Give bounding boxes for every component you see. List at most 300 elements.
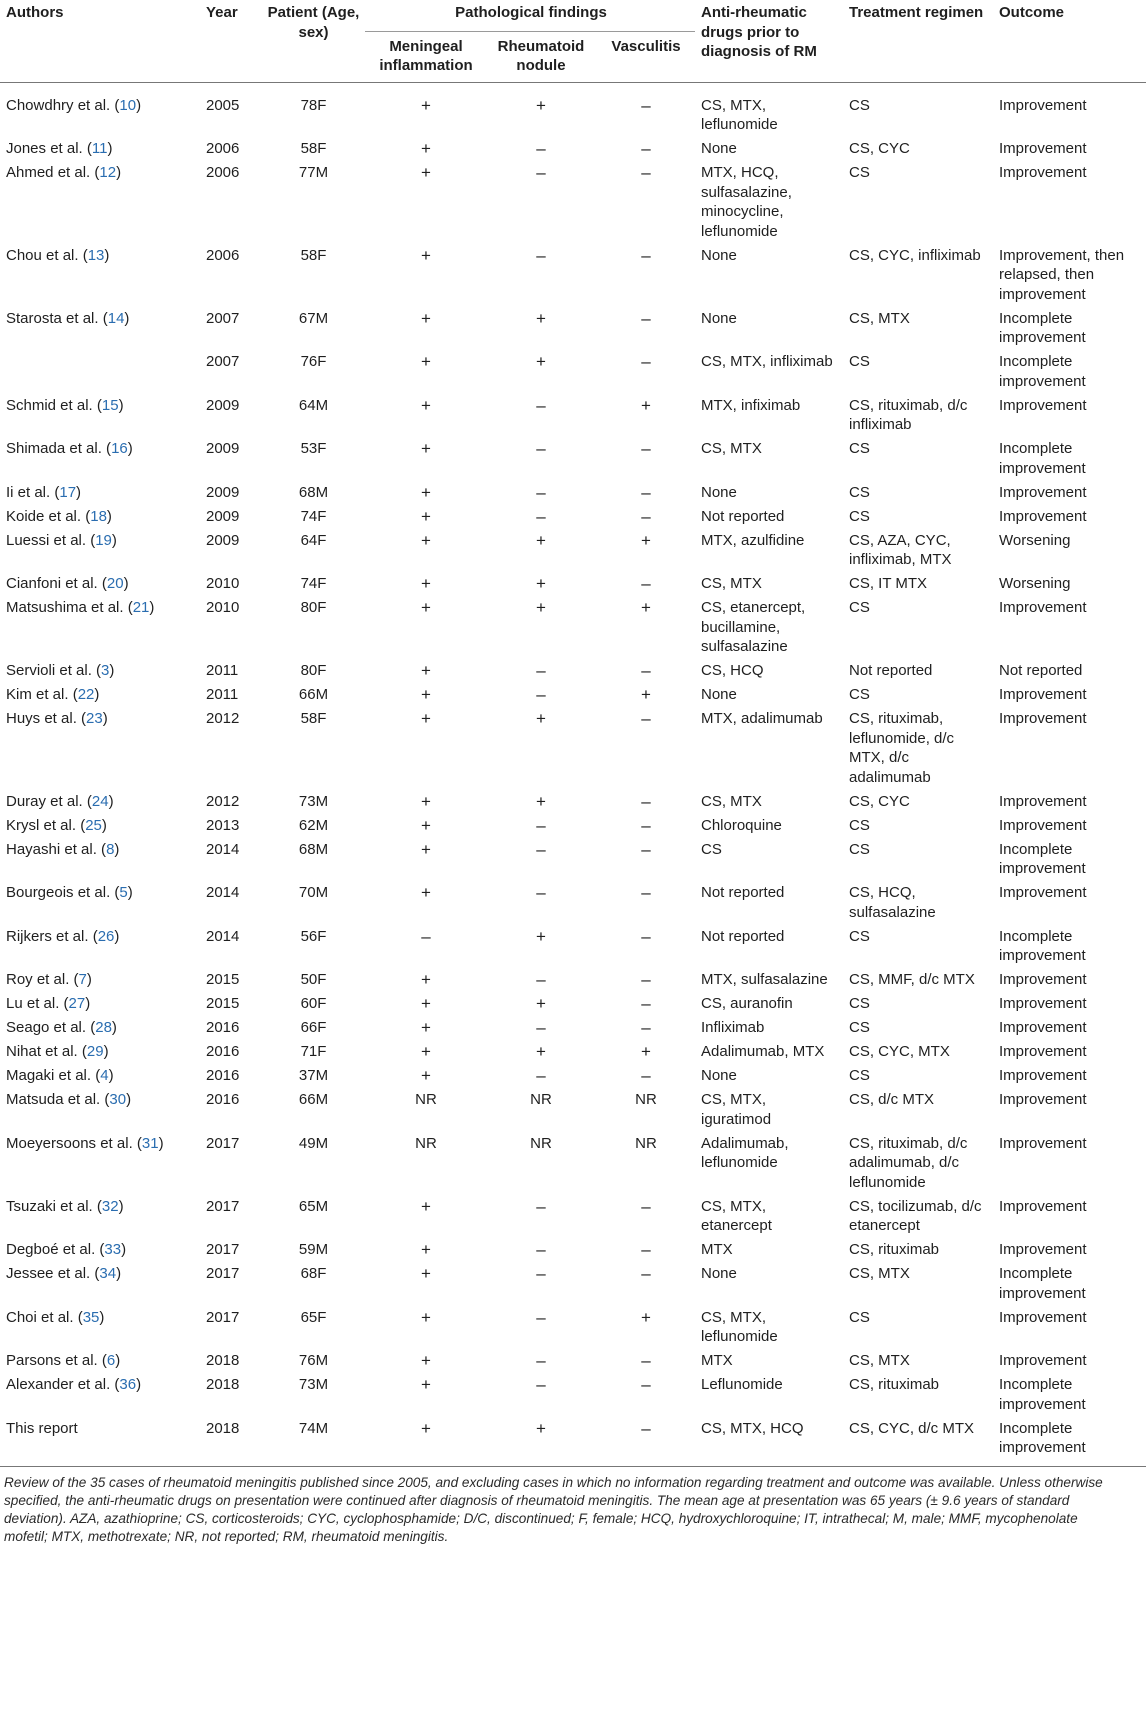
table-header bbox=[0, 0, 1146, 82]
reference-link[interactable]: 4 bbox=[100, 1067, 109, 1084]
cell-outcome: Improvement bbox=[999, 96, 1087, 114]
reference-link[interactable]: 26 bbox=[97, 927, 115, 945]
reference-link[interactable]: 10 bbox=[119, 96, 137, 114]
cell-patient: 74M bbox=[298, 1419, 329, 1437]
author-name: Rijkers et al. bbox=[6, 927, 89, 945]
cell-treatment-regimen: Not reported bbox=[849, 662, 933, 679]
cell-patient: 70M bbox=[298, 884, 329, 901]
reference-link[interactable]: 28 bbox=[95, 1019, 112, 1036]
cell-vasculitis: – bbox=[641, 970, 651, 989]
cell-patient: 73M bbox=[298, 792, 329, 810]
cell-rheumatoid-nodule: – bbox=[536, 1196, 546, 1216]
reference-link[interactable]: 18 bbox=[90, 507, 107, 525]
cell-year: 2009 bbox=[206, 483, 240, 501]
cell-meningeal-inflammation: + bbox=[421, 574, 431, 593]
cell-year: 2009 bbox=[206, 396, 240, 414]
cell-treatment-regimen: CS bbox=[849, 1067, 870, 1084]
reference-link[interactable]: 16 bbox=[111, 440, 128, 457]
cell-meningeal-inflammation: + bbox=[421, 352, 431, 371]
cell-treatment-regimen: CS, rituximab bbox=[849, 1241, 940, 1258]
cell-anti-rheumatic-drugs: CS, etanercept, bucillamine, sulfasalazine bbox=[701, 599, 806, 655]
cell-meningeal-inflammation: + bbox=[421, 1196, 431, 1216]
cell-outcome: Incomplete improvement bbox=[999, 353, 1086, 390]
cell-anti-rheumatic-drugs: None bbox=[701, 309, 737, 327]
cell-meningeal-inflammation: NR bbox=[415, 1091, 437, 1108]
cell-meningeal-inflammation: + bbox=[421, 1018, 431, 1037]
cell-vasculitis: – bbox=[641, 1375, 651, 1394]
cell-anti-rheumatic-drugs: Not reported bbox=[701, 884, 785, 901]
table-row bbox=[0, 788, 1146, 812]
cell-outcome: Improvement bbox=[999, 710, 1087, 727]
cell-year: 2017 bbox=[206, 1265, 240, 1282]
table-row bbox=[0, 923, 1146, 967]
cell-anti-rheumatic-drugs: CS, auranofin bbox=[701, 995, 793, 1012]
reference-link[interactable]: 36 bbox=[119, 1376, 137, 1393]
header-year: Year bbox=[206, 4, 238, 21]
reference-link[interactable]: 12 bbox=[99, 164, 117, 181]
cell-author: Lu et al. (27) bbox=[6, 995, 91, 1012]
header-rheumatoid-nodule: Rheumatoid nodule bbox=[485, 31, 595, 82]
table-row bbox=[0, 135, 1146, 159]
cell-meningeal-inflammation: + bbox=[421, 1066, 431, 1085]
cell-patient: 64M bbox=[298, 396, 329, 414]
reference-link[interactable]: 35 bbox=[82, 1308, 100, 1326]
cell-vasculitis: – bbox=[641, 163, 651, 182]
cell-treatment-regimen: CS, d/c MTX bbox=[849, 1091, 935, 1108]
cell-year: 2014 bbox=[206, 840, 240, 858]
cell-year: 2012 bbox=[206, 792, 240, 810]
cell-year: 2016 bbox=[206, 1067, 240, 1084]
cell-author: Moeyersoons et al. (31) bbox=[6, 1134, 164, 1152]
cell-year: 2016 bbox=[206, 1091, 240, 1108]
cell-outcome: Improvement, then relapsed, then improvement bbox=[999, 246, 1125, 303]
author-name: Moeyersoons et al. bbox=[6, 1134, 133, 1152]
cell-vasculitis: – bbox=[641, 709, 651, 728]
reference-link[interactable]: 30 bbox=[109, 1091, 127, 1108]
author-name: This report bbox=[6, 1419, 78, 1437]
cell-rheumatoid-nodule: + bbox=[536, 791, 546, 811]
cell-outcome: Improvement bbox=[999, 140, 1087, 157]
cell-treatment-regimen: CS bbox=[849, 164, 870, 181]
reference-link[interactable]: 5 bbox=[119, 884, 128, 901]
cell-anti-rheumatic-drugs: Infliximab bbox=[701, 1019, 765, 1036]
footnote-line: deviation). AZA, azathioprine; CS, corticosteroids; CYC, cyclophosphamide; D/C, discontinued; F, female; HCQ, hydroxychloroquine; IT, intrathecal; M, male; MMF, mycophenolate bbox=[4, 1511, 1078, 1527]
cell-meningeal-inflammation: + bbox=[421, 308, 431, 328]
cell-meningeal-inflammation: + bbox=[421, 139, 431, 158]
cell-outcome: Improvement bbox=[999, 1043, 1087, 1060]
table-row bbox=[0, 392, 1146, 436]
cell-rheumatoid-nodule: – bbox=[536, 1264, 546, 1283]
table-row bbox=[0, 1236, 1146, 1260]
reference-link[interactable]: 15 bbox=[101, 396, 119, 414]
cell-anti-rheumatic-drugs: MTX, azulfidine bbox=[701, 531, 805, 549]
cell-author: Cianfoni et al. (20) bbox=[6, 575, 129, 592]
cell-author bbox=[0, 348, 200, 392]
reference-link[interactable]: 19 bbox=[95, 531, 112, 549]
cell-year: 2006 bbox=[206, 246, 240, 264]
reference-link[interactable]: 27 bbox=[68, 995, 86, 1012]
cell-year: 2010 bbox=[206, 575, 240, 592]
cell-treatment-regimen: CS bbox=[849, 995, 870, 1012]
cell-patient: 66F bbox=[300, 1019, 327, 1036]
cell-year: 2015 bbox=[206, 995, 240, 1012]
cell-meningeal-inflammation: + bbox=[421, 709, 431, 728]
cell-treatment-regimen: CS bbox=[849, 353, 870, 370]
cell-year: 2016 bbox=[206, 1019, 240, 1036]
table-row bbox=[0, 836, 1146, 880]
cell-patient: 53F bbox=[300, 440, 327, 457]
cell-rheumatoid-nodule: + bbox=[536, 1418, 546, 1438]
cell-outcome: Improvement bbox=[999, 816, 1087, 834]
cell-meningeal-inflammation: + bbox=[421, 883, 431, 902]
cell-vasculitis: – bbox=[641, 926, 651, 946]
cell-outcome: Improvement bbox=[999, 1352, 1087, 1369]
reference-link[interactable]: 17 bbox=[59, 483, 77, 501]
cell-outcome: Improvement bbox=[999, 164, 1087, 181]
cell-meningeal-inflammation: – bbox=[421, 926, 431, 946]
reference-link[interactable]: 3 bbox=[101, 662, 110, 679]
cell-vasculitis: – bbox=[641, 574, 651, 593]
table-row bbox=[0, 1062, 1146, 1086]
cell-rheumatoid-nodule: – bbox=[536, 1307, 546, 1327]
cell-treatment-regimen: CS, CYC, MTX bbox=[849, 1043, 950, 1060]
cell-vasculitis: NR bbox=[635, 1091, 657, 1108]
cell-patient: 67M bbox=[298, 309, 329, 327]
cell-outcome: Improvement bbox=[999, 686, 1087, 703]
cell-author: Chou et al. (13) bbox=[6, 246, 110, 264]
cell-meningeal-inflammation: + bbox=[421, 994, 431, 1013]
cell-rheumatoid-nodule: – bbox=[536, 661, 546, 680]
table-row bbox=[0, 966, 1146, 990]
cell-meningeal-inflammation: + bbox=[421, 1375, 431, 1394]
cell-meningeal-inflammation: + bbox=[421, 661, 431, 680]
cell-year: 2006 bbox=[206, 140, 240, 157]
table-body bbox=[0, 82, 1146, 1466]
table-row bbox=[0, 990, 1146, 1014]
author-name: Bourgeois et al. bbox=[6, 884, 111, 901]
cell-author: Ii et al. (17) bbox=[6, 483, 82, 501]
cell-patient: 76M bbox=[298, 1352, 329, 1369]
cell-vasculitis: – bbox=[641, 352, 651, 371]
cell-patient: 65F bbox=[300, 1308, 327, 1326]
cell-patient: 56F bbox=[300, 927, 327, 945]
author-name: Seago et al. bbox=[6, 1019, 87, 1036]
cell-anti-rheumatic-drugs: Adalimumab, MTX bbox=[701, 1043, 825, 1060]
cell-rheumatoid-nodule: + bbox=[536, 352, 546, 371]
author-name: Magaki et al. bbox=[6, 1067, 92, 1084]
cell-treatment-regimen: CS, HCQ, sulfasalazine bbox=[849, 884, 936, 921]
cell-patient: 74F bbox=[300, 507, 327, 525]
cell-meningeal-inflammation: + bbox=[421, 1307, 431, 1327]
cell-anti-rheumatic-drugs: Not reported bbox=[701, 507, 785, 525]
table-row bbox=[0, 812, 1146, 836]
cell-treatment-regimen: CS, MMF, d/c MTX bbox=[849, 971, 975, 988]
cell-patient: 65M bbox=[298, 1197, 329, 1215]
cell-patient: 76F bbox=[300, 353, 327, 370]
cell-rheumatoid-nodule: – bbox=[536, 883, 546, 902]
header-pathological-findings: Pathological findings bbox=[455, 4, 607, 21]
cell-vasculitis: – bbox=[641, 308, 651, 328]
author-name: Duray et al. bbox=[6, 792, 83, 810]
cell-year: 2007 bbox=[206, 309, 240, 327]
cell-rheumatoid-nodule: + bbox=[536, 574, 546, 593]
author-name: Tsuzaki et al. bbox=[6, 1197, 93, 1215]
cell-rheumatoid-nodule: – bbox=[536, 839, 546, 859]
cell-rheumatoid-nodule: – bbox=[536, 1018, 546, 1037]
cell-vasculitis: – bbox=[641, 815, 651, 835]
cell-rheumatoid-nodule: – bbox=[536, 1066, 546, 1085]
table-row bbox=[0, 1038, 1146, 1062]
reference-link[interactable]: 31 bbox=[141, 1134, 159, 1152]
table-row bbox=[0, 1014, 1146, 1038]
cell-vasculitis: – bbox=[641, 883, 651, 902]
author-name: Luessi et al. bbox=[6, 531, 87, 549]
author-name: Jessee et al. bbox=[6, 1265, 91, 1282]
cell-year: 2013 bbox=[206, 816, 240, 834]
cell-vasculitis: – bbox=[641, 1418, 651, 1438]
cell-patient: 58F bbox=[300, 710, 327, 727]
cell-treatment-regimen: CS bbox=[849, 840, 870, 858]
cell-patient: 62M bbox=[298, 816, 329, 834]
cell-treatment-regimen: CS, IT MTX bbox=[849, 575, 928, 592]
cell-anti-rheumatic-drugs: None bbox=[701, 1265, 737, 1282]
cell-year: 2014 bbox=[206, 884, 240, 901]
cell-outcome: Improvement bbox=[999, 483, 1087, 501]
cell-vasculitis: – bbox=[641, 1066, 651, 1085]
cell-vasculitis: – bbox=[641, 1264, 651, 1283]
reference-link[interactable]: 33 bbox=[104, 1241, 122, 1258]
author-name: Parsons et al. bbox=[6, 1352, 98, 1369]
cell-year: 2017 bbox=[206, 1197, 240, 1215]
cell-rheumatoid-nodule: – bbox=[536, 245, 546, 265]
cell-patient: 58F bbox=[300, 246, 327, 264]
cell-vasculitis: + bbox=[641, 685, 651, 704]
cell-meningeal-inflammation: + bbox=[421, 530, 431, 550]
cell-meningeal-inflammation: + bbox=[421, 245, 431, 265]
cell-treatment-regimen: CS bbox=[849, 927, 870, 945]
cell-year: 2010 bbox=[206, 599, 240, 616]
cell-outcome: Improvement bbox=[999, 792, 1087, 810]
reference-link[interactable]: 24 bbox=[91, 792, 109, 810]
cell-outcome: Improvement bbox=[999, 971, 1087, 988]
reference-link[interactable]: 21 bbox=[132, 599, 150, 616]
reference-link[interactable]: 32 bbox=[101, 1197, 119, 1215]
reference-link[interactable]: 22 bbox=[77, 686, 95, 703]
cell-patient: 58F bbox=[300, 140, 327, 157]
cell-rheumatoid-nodule: + bbox=[536, 926, 546, 946]
cell-vasculitis: – bbox=[641, 839, 651, 859]
table-row bbox=[0, 1193, 1146, 1237]
author-name: Huys et al. bbox=[6, 710, 77, 727]
cell-treatment-regimen: CS, AZA, CYC, infliximab, MTX bbox=[849, 531, 952, 568]
author-name: Ii et al. bbox=[6, 483, 51, 501]
cell-year: 2018 bbox=[206, 1419, 240, 1437]
table-row bbox=[0, 159, 1146, 242]
reference-link[interactable]: 34 bbox=[99, 1265, 117, 1282]
cell-anti-rheumatic-drugs: CS, HCQ bbox=[701, 662, 764, 679]
cell-author: Starosta et al. (14) bbox=[6, 309, 130, 327]
cell-outcome: Not reported bbox=[999, 662, 1083, 679]
footnote-line: specified, the anti-rheumatic drugs on presentation were continued after diagnosis of rheumatoid meningitis. The mean age at presentation was 65 years (± 9.6 years of standard bbox=[4, 1492, 1070, 1508]
cell-year: 2011 bbox=[206, 686, 239, 703]
cell-rheumatoid-nodule: NR bbox=[530, 1091, 552, 1108]
cell-year: 2011 bbox=[206, 662, 239, 679]
table-row bbox=[0, 1086, 1146, 1130]
cell-vasculitis: – bbox=[641, 1240, 651, 1259]
cell-author: Parsons et al. (6) bbox=[6, 1352, 121, 1369]
cell-patient: 73M bbox=[298, 1376, 329, 1393]
cell-author: Koide et al. (18) bbox=[6, 507, 112, 525]
cell-treatment-regimen: CS bbox=[849, 483, 870, 501]
cell-outcome: Improvement bbox=[999, 1241, 1087, 1258]
author-name: Starosta et al. bbox=[6, 309, 99, 327]
cell-meningeal-inflammation: + bbox=[421, 970, 431, 989]
author-name: Choi et al. bbox=[6, 1308, 74, 1326]
cell-anti-rheumatic-drugs: CS, MTX, HCQ bbox=[701, 1419, 804, 1437]
cell-meningeal-inflammation: + bbox=[421, 1418, 431, 1438]
cell-outcome: Improvement bbox=[999, 1197, 1087, 1215]
cell-vasculitis: – bbox=[641, 439, 651, 458]
cell-year: 2015 bbox=[206, 971, 240, 988]
author-name: Lu et al. bbox=[6, 995, 60, 1012]
reference-link[interactable]: 6 bbox=[106, 1352, 116, 1369]
cell-anti-rheumatic-drugs: CS, MTX, iguratimod bbox=[701, 1091, 772, 1128]
cell-author: Degboé et al. (33) bbox=[6, 1241, 127, 1258]
header-treatment-regimen: Treatment regimen bbox=[849, 4, 984, 21]
cell-treatment-regimen: CS, rituximab bbox=[849, 1376, 940, 1393]
cell-year: 2014 bbox=[206, 927, 240, 945]
cell-author: Roy et al. (7) bbox=[6, 971, 92, 988]
cell-year: 2009 bbox=[206, 531, 240, 549]
cell-rheumatoid-nodule: + bbox=[536, 1042, 546, 1061]
cell-treatment-regimen: CS bbox=[849, 507, 870, 525]
cell-treatment-regimen: CS, CYC, infliximab bbox=[849, 246, 981, 264]
cell-rheumatoid-nodule: – bbox=[536, 139, 546, 158]
cell-patient: 68M bbox=[298, 840, 329, 858]
author-name: Servioli et al. bbox=[6, 662, 92, 679]
cell-author: Matsushima et al. (21) bbox=[6, 599, 155, 616]
cell-author: Rijkers et al. (26) bbox=[6, 927, 120, 945]
cell-anti-rheumatic-drugs: None bbox=[701, 1067, 737, 1084]
cell-treatment-regimen: CS bbox=[849, 96, 870, 114]
author-name: Krysl et al. bbox=[6, 816, 77, 834]
reference-link[interactable]: 7 bbox=[78, 971, 87, 988]
cell-year: 2018 bbox=[206, 1352, 240, 1369]
author-name: Shimada et al. bbox=[6, 440, 102, 457]
header-anti-rheumatic-drugs: Anti-rheumatic drugs prior to diagnosis of RM bbox=[701, 4, 817, 60]
cell-meningeal-inflammation: + bbox=[421, 506, 431, 526]
cell-rheumatoid-nodule: + bbox=[536, 530, 546, 550]
cell-author: Shimada et al. (16) bbox=[6, 440, 133, 457]
cell-treatment-regimen: CS, rituximab, leflunomide, d/c MTX, d/c adalimumab bbox=[849, 710, 955, 786]
cell-meningeal-inflammation: + bbox=[421, 163, 431, 182]
cell-outcome: Incomplete improvement bbox=[999, 1419, 1086, 1456]
cell-anti-rheumatic-drugs: None bbox=[701, 483, 737, 501]
cell-author: Schmid et al. (15) bbox=[6, 396, 124, 414]
cell-author: Krysl et al. (25) bbox=[6, 816, 107, 834]
cell-anti-rheumatic-drugs: CS, MTX bbox=[701, 792, 762, 810]
cell-patient: 60F bbox=[300, 995, 327, 1012]
cell-rheumatoid-nodule: – bbox=[536, 395, 546, 415]
cell-anti-rheumatic-drugs: CS bbox=[701, 840, 722, 858]
footnote-line: Review of the 35 cases of rheumatoid meningitis published since 2005, and excluding cases in which no information regarding treatment and outcome was available. Unless otherwise bbox=[4, 1474, 1103, 1490]
cell-anti-rheumatic-drugs: Adalimumab, leflunomide bbox=[701, 1134, 789, 1171]
header-authors: Authors bbox=[6, 4, 64, 21]
reference-link[interactable]: 29 bbox=[86, 1043, 104, 1060]
cell-outcome: Improvement bbox=[999, 1067, 1087, 1084]
reference-link[interactable]: 11 bbox=[91, 140, 108, 157]
cell-year: 2005 bbox=[206, 96, 240, 114]
cell-anti-rheumatic-drugs: MTX bbox=[701, 1352, 733, 1369]
cell-rheumatoid-nodule: – bbox=[536, 506, 546, 526]
author-name: Kim et al. bbox=[6, 686, 69, 703]
cell-author: Choi et al. (35) bbox=[6, 1308, 105, 1326]
author-name: Matsuda et al. bbox=[6, 1091, 101, 1108]
header-patient: Patient (Age, sex) bbox=[267, 4, 360, 41]
reference-link[interactable]: 13 bbox=[87, 246, 105, 264]
header-meningeal-inflammation: Meningeal inflammation bbox=[365, 31, 485, 82]
cell-patient: 37M bbox=[298, 1067, 329, 1084]
cell-anti-rheumatic-drugs: CS, MTX bbox=[701, 575, 762, 592]
reference-link[interactable]: 25 bbox=[85, 816, 102, 834]
cell-rheumatoid-nodule: – bbox=[536, 1240, 546, 1259]
reference-link[interactable]: 8 bbox=[106, 840, 115, 858]
cell-vasculitis: – bbox=[641, 1018, 651, 1037]
cell-author: Alexander et al. (36) bbox=[6, 1376, 142, 1393]
cell-author: Bourgeois et al. (5) bbox=[6, 884, 133, 901]
reference-link[interactable]: 23 bbox=[86, 710, 103, 727]
table-row bbox=[0, 82, 1146, 135]
cell-rheumatoid-nodule: + bbox=[536, 308, 546, 328]
table-row bbox=[0, 1347, 1146, 1371]
cell-treatment-regimen: CS, MTX bbox=[849, 309, 910, 327]
cell-rheumatoid-nodule: + bbox=[536, 709, 546, 728]
cell-author: Matsuda et al. (30) bbox=[6, 1091, 132, 1108]
cell-author: Hayashi et al. (8) bbox=[6, 840, 120, 858]
cell-author: Jessee et al. (34) bbox=[6, 1265, 122, 1282]
cell-year: 2017 bbox=[206, 1241, 240, 1258]
reference-link[interactable]: 14 bbox=[107, 309, 125, 327]
cell-anti-rheumatic-drugs: CS, MTX, etanercept bbox=[701, 1197, 772, 1234]
author-name: Hayashi et al. bbox=[6, 840, 97, 858]
cell-treatment-regimen: CS, CYC, d/c MTX bbox=[849, 1419, 975, 1437]
cell-author: Kim et al. (22) bbox=[6, 686, 100, 703]
cell-author: Ahmed et al. (12) bbox=[6, 164, 122, 181]
cell-patient: 78F bbox=[300, 96, 327, 114]
table-row bbox=[0, 879, 1146, 923]
cell-year: 2006 bbox=[206, 164, 240, 181]
cell-rheumatoid-nodule: – bbox=[536, 1351, 546, 1370]
cell-vasculitis: – bbox=[641, 245, 651, 265]
reference-link[interactable]: 20 bbox=[106, 575, 124, 592]
cell-patient: 71F bbox=[300, 1043, 327, 1060]
cell-treatment-regimen: CS bbox=[849, 1308, 870, 1326]
cell-patient: 50F bbox=[300, 971, 327, 988]
table-row bbox=[0, 242, 1146, 305]
cell-year: 2017 bbox=[206, 1134, 240, 1152]
cell-outcome: Improvement bbox=[999, 1308, 1087, 1326]
table-row bbox=[0, 479, 1146, 503]
cell-outcome: Improvement bbox=[999, 1019, 1087, 1036]
header-vasculitis: Vasculitis bbox=[595, 31, 695, 82]
cell-meningeal-inflammation: + bbox=[421, 815, 431, 835]
cell-meningeal-inflammation: + bbox=[421, 95, 431, 115]
author-name: Chowdhry et al. bbox=[6, 96, 111, 114]
cell-author: Seago et al. (28) bbox=[6, 1019, 117, 1036]
cell-vasculitis: NR bbox=[635, 1134, 657, 1152]
author-name: Cianfoni et al. bbox=[6, 575, 98, 592]
cell-rheumatoid-nodule: + bbox=[536, 598, 546, 617]
